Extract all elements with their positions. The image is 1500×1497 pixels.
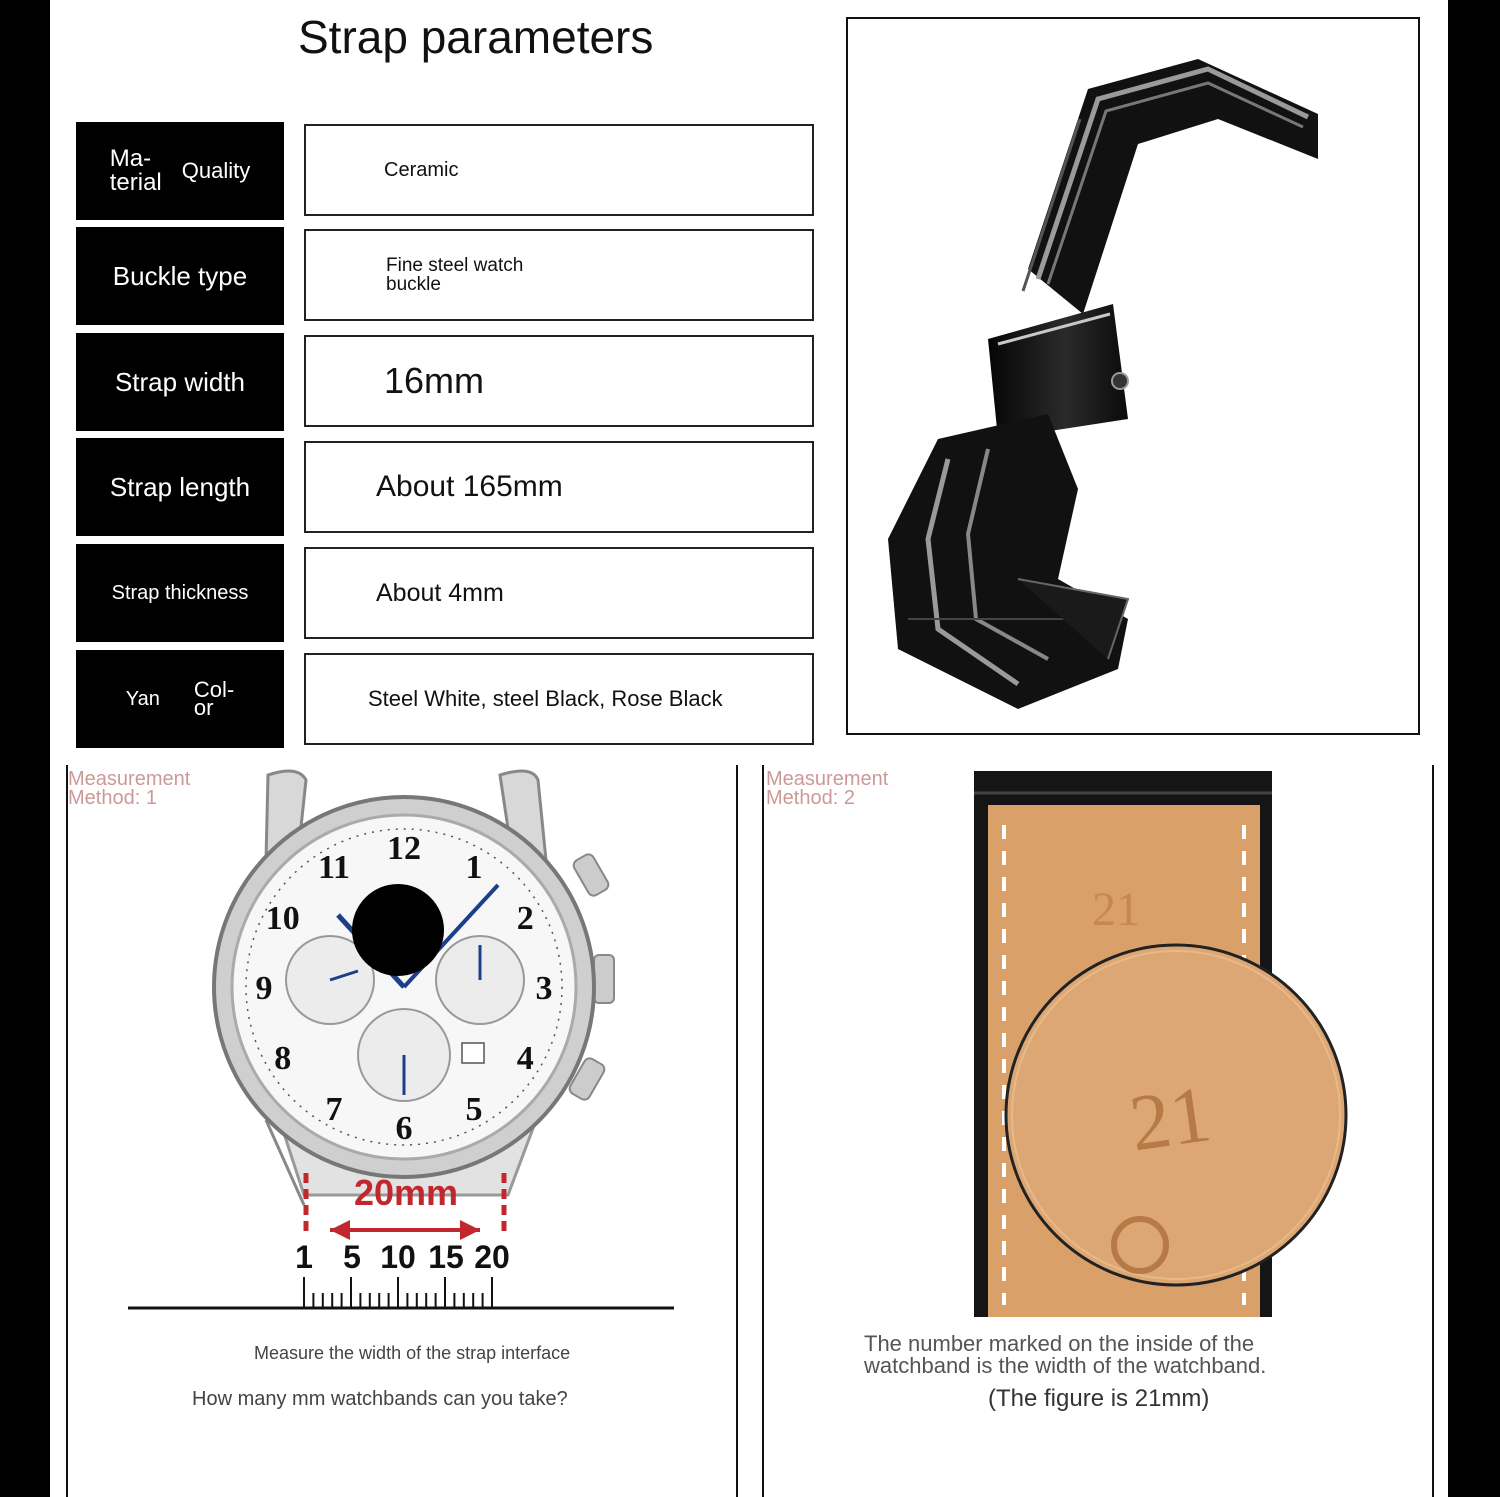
dial-number: 6 <box>395 1110 413 1147</box>
dial-number: 12 <box>387 830 421 867</box>
value-strap-thickness-text: About 4mm <box>376 578 504 607</box>
value-buckle-type <box>304 229 814 321</box>
label-strap-thickness-text: Strap thickness <box>111 581 249 604</box>
dial-number: 9 <box>255 970 273 1007</box>
dial-number: 3 <box>535 970 553 1007</box>
method-2-caption-2: (The figure is 21mm) <box>988 1385 1210 1412</box>
page-title: Strap parameters <box>298 11 654 63</box>
value-strap-length-text: About 165mm <box>376 470 563 503</box>
value-material-text: Ceramic <box>384 158 459 181</box>
label-material-side: Quality <box>181 158 251 183</box>
label-strap-width-text: Strap width <box>114 366 246 397</box>
watch-width-diagram <box>68 765 740 1325</box>
value-strap-length <box>304 441 814 533</box>
strap-stamp-magnified: 21 <box>1124 1070 1217 1169</box>
label-strap-length <box>76 438 284 536</box>
method-2-label: Measurement Method: 2 <box>766 768 889 809</box>
butterfly-buckle <box>988 304 1128 439</box>
value-color-text: Steel White, steel Black, Rose Black <box>368 686 723 711</box>
ruler-lines <box>304 1277 492 1308</box>
label-strap-width <box>76 333 284 431</box>
ceramic-bracelet-illustration <box>848 19 1418 733</box>
label-buckle-type <box>76 227 284 325</box>
measurement-method-1-panel <box>66 765 738 1497</box>
ruler-tick-label: 20 <box>474 1239 510 1275</box>
page <box>50 0 1448 1497</box>
width-label: 20mm <box>353 1172 459 1213</box>
ruler-tick-label: 5 <box>343 1239 361 1275</box>
label-buckle-type-text: Buckle type <box>112 260 248 291</box>
dial-number: 8 <box>274 1040 292 1077</box>
value-strap-width <box>304 335 814 427</box>
label-strap-thickness <box>76 544 284 642</box>
ruler-tick-label: 10 <box>380 1239 416 1275</box>
label-color-text: Col- or <box>193 677 235 720</box>
value-strap-width-text: 16mm <box>384 360 485 401</box>
strap-stamp-small: 21 <box>1092 883 1140 936</box>
value-color <box>304 653 814 745</box>
dial-number: 7 <box>325 1091 343 1129</box>
bracelet-lower-links <box>888 414 1128 709</box>
method-1-caption-2: How many mm watchbands can you take? <box>192 1388 568 1410</box>
value-strap-thickness <box>304 547 814 639</box>
label-material-text: Ma- terial <box>109 145 162 196</box>
leather-strap-diagram <box>764 765 1436 1325</box>
value-buckle-type-text: Fine steel watch buckle <box>386 255 524 295</box>
label-color <box>76 650 284 748</box>
dial-number: 1 <box>465 848 483 886</box>
label-color-side: Yan <box>125 687 160 710</box>
dial-number: 4 <box>516 1040 534 1077</box>
label-material <box>76 122 284 220</box>
dial-number: 10 <box>265 900 300 937</box>
method-1-label: Measurement Method: 1 <box>68 768 191 809</box>
value-material <box>304 124 814 216</box>
ruler-tick-label: 1 <box>295 1239 313 1275</box>
dial-number: 5 <box>465 1091 483 1129</box>
bracelet-upper-links <box>1023 59 1318 314</box>
dial-number: 2 <box>516 900 534 937</box>
measurement-method-2-panel <box>762 765 1434 1497</box>
product-photo-frame <box>846 17 1420 735</box>
dial-number: 11 <box>317 848 351 886</box>
method-2-caption-1: The number marked on the inside of the watchband is the width of the watchband. <box>864 1331 1267 1378</box>
ruler-tick-labels <box>295 1239 510 1275</box>
method-1-caption-1: Measure the width of the strap interface <box>254 1343 571 1363</box>
ruler-tick-label: 15 <box>428 1239 464 1275</box>
label-strap-length-text: Strap length <box>109 471 251 502</box>
